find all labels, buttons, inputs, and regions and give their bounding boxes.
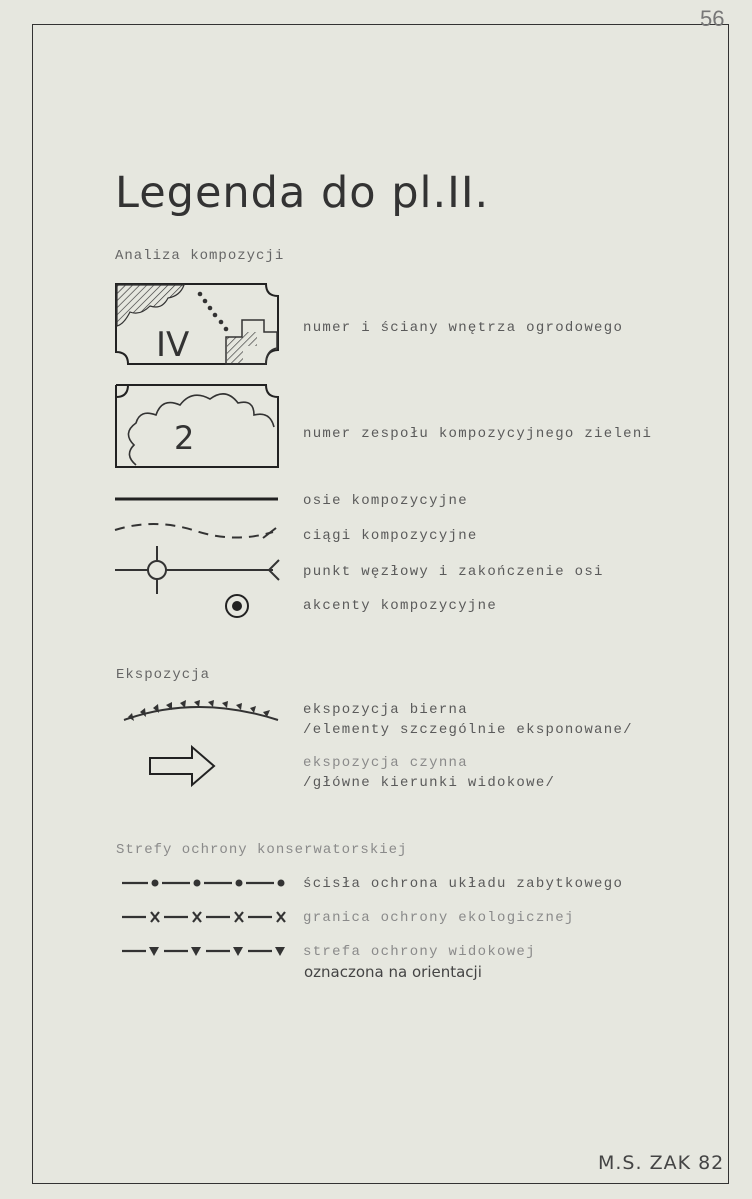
label-interior: numer i ściany wnętrza ogrodowego <box>303 320 624 336</box>
label-accents: akcenty kompozycyjne <box>303 598 498 614</box>
author-signature: M.S. ZAK 82 <box>598 1152 725 1174</box>
label-active-exposure-detail: /główne kierunki widokowe/ <box>303 775 556 791</box>
green-group-symbol <box>114 383 280 468</box>
label-passive-exposure-detail: /elementy szczególnie eksponowane/ <box>303 722 633 738</box>
label-passive-exposure: ekspozycja bierna <box>303 702 468 718</box>
arrow-right-icon <box>148 744 218 788</box>
section-heading-analiza: Analiza kompozycji <box>115 248 285 264</box>
label-strict-protection: ścisła ochrona układu zabytkowego <box>303 876 624 892</box>
accent-icon <box>222 591 252 621</box>
strict-protection-line-icon <box>122 876 292 890</box>
label-green-group: numer zespołu kompozycyjnego zieleni <box>303 426 653 442</box>
view-protection-line-icon <box>122 945 294 959</box>
handwritten-note: oznaczona na orientacji <box>304 963 482 981</box>
page-number: 56 <box>700 6 725 31</box>
section-heading-strefy: Strefy ochrony konserwatorskiej <box>116 842 408 858</box>
label-ecological-protection: granica ochrony ekologicznej <box>303 910 575 926</box>
node-point-icon <box>113 544 283 596</box>
label-axes: osie kompozycyjne <box>303 493 468 509</box>
legend-title: Legenda do pl.II. <box>115 168 490 218</box>
section-heading-ekspozycja: Ekspozycja <box>116 667 211 683</box>
interior-number: IV <box>156 325 190 365</box>
ecological-protection-line-icon <box>122 910 292 924</box>
label-active-exposure: ekspozycja czynna <box>303 755 468 771</box>
garden-interior-symbol <box>114 282 280 367</box>
passive-exposure-icon <box>122 698 282 726</box>
label-node-point: punkt węzłowy i zakończenie osi <box>303 564 604 580</box>
label-view-protection: strefa ochrony widokowej <box>303 944 536 960</box>
group-number: 2 <box>174 419 195 457</box>
label-sequences: ciągi kompozycyjne <box>303 528 478 544</box>
axis-line-icon <box>115 494 280 504</box>
